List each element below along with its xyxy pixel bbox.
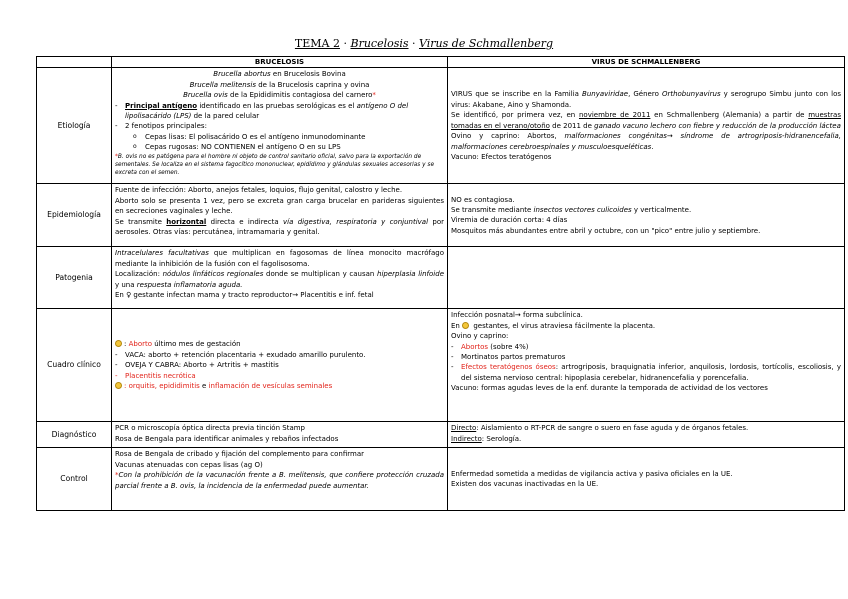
text: de la Epididimitis contagiosa del carnero bbox=[227, 91, 373, 100]
schmallenberg-etiologia bbox=[448, 68, 845, 184]
male-icon bbox=[115, 382, 122, 389]
text: (sobre 4%) bbox=[488, 342, 529, 351]
text: Directo bbox=[451, 424, 477, 433]
asterisk: * bbox=[115, 471, 119, 480]
row-cuadro-clinico bbox=[37, 309, 845, 422]
row-label-cuadro-clinico: Cuadro clínico bbox=[37, 309, 112, 422]
text: de la Brucelosis caprina y ovina bbox=[255, 80, 370, 89]
text: Aborto bbox=[128, 340, 153, 349]
text: que multiplican en fagosomas de línea monocito macrófago mediante la inhibición de la fusión con el fagolisosoma. bbox=[115, 249, 445, 268]
schmallenberg-diagnostico bbox=[448, 422, 845, 448]
row-label-patogenia: Patogenia bbox=[37, 247, 112, 309]
row-label-control: Control bbox=[37, 448, 112, 511]
text: gestantes, el virus atraviesa fácilmente la placenta. bbox=[471, 321, 656, 330]
text: y verticalmente. bbox=[631, 206, 692, 214]
text: . bbox=[651, 142, 654, 151]
schmallenberg-epidemiologia bbox=[448, 184, 845, 247]
text: donde se multiplican y causan bbox=[263, 270, 378, 279]
title-brucelosis: Brucelosis bbox=[350, 37, 409, 50]
text: Enfermedad sometida a medidas de vigilancia activa y pasiva oficiales en la UE. bbox=[451, 470, 733, 478]
header-brucelosis: BRUCELOSIS bbox=[112, 57, 448, 68]
list-item: o Cepas rugosas: NO CONTIENEN el antígeno O en su LPS bbox=[115, 142, 444, 152]
brucelosis-etiologia bbox=[112, 68, 448, 184]
note-text: B. ovis no es patógena para el hombre ni objeto de control sanitario oficial, salvo para la exportación de sementales. Se localiza en el sistema fagocítico mononuclear, epidídimo y glándulas sexuales accesorias y se excreta con el semen. bbox=[115, 153, 435, 177]
text: último mes de gestación bbox=[152, 340, 241, 349]
title-separator: · bbox=[412, 37, 416, 50]
text: horizontal bbox=[166, 217, 207, 226]
row-patogenia bbox=[37, 247, 845, 309]
text: NO es contagiosa. bbox=[451, 195, 515, 204]
text: Intracelulares facultativas bbox=[115, 249, 209, 258]
schmallenberg-control bbox=[448, 448, 845, 511]
text: noviembre de 2011 bbox=[578, 111, 651, 120]
text: en Brucelosis Bovina bbox=[270, 70, 346, 79]
row-control bbox=[37, 448, 845, 511]
text: vía digestiva, respiratoria y conjuntival bbox=[282, 217, 429, 226]
list-item: o Cepas lisas: El polisacárido O es el antígeno inmunodominante bbox=[115, 132, 444, 142]
title-prefix: TEMA 2 bbox=[294, 37, 340, 50]
text: : Aislamiento o RT-PCR de sangre o suero en fase aguda y de órganos fetales. bbox=[476, 424, 749, 433]
text: Vacuno: Efectos teratógenos bbox=[451, 152, 552, 161]
text: Se identificó, por primera vez, en bbox=[451, 111, 579, 120]
asterisk: * bbox=[372, 91, 376, 100]
text: Ovino y caprino: Abortos, bbox=[451, 132, 565, 141]
row-epidemiologia bbox=[37, 184, 845, 247]
species-abortus: Brucella abortus bbox=[213, 70, 271, 79]
text: Vacuno: formas agudas leves de la enf. durante la temporada de actividad de los vectores bbox=[451, 384, 768, 393]
text: Con la prohibición de la vacunación frente a B. melitensis, que confiere protección cruzada parcial frente a B. ovis, la incidencia de la enfermedad puede aumentar. bbox=[115, 471, 444, 490]
text: Aborto solo se presenta 1 vez, pero se excreta gran carga brucelar en parideras siguientes en secreciones vaginales y leche. bbox=[115, 196, 444, 216]
title-schmallenberg: Virus de Schmallenberg bbox=[419, 37, 554, 50]
text: Rosa de Bengala para identificar animales y rebaños infectados bbox=[115, 434, 339, 443]
text: Abortos bbox=[461, 342, 489, 351]
text: Fuente de infección: Aborto, anejos fetales, loquios, flujo genital, calostro y leche. bbox=[115, 186, 403, 195]
text: Viremia de duración corta: 4 días bbox=[451, 216, 568, 225]
text: por aerosoles. Otras vías: percutánea, intramamaria y genital. bbox=[115, 217, 445, 237]
text: Existen dos vacunas inactivadas en la UE. bbox=[451, 480, 599, 489]
brucelosis-epidemiologia bbox=[112, 184, 448, 247]
text: : artrogriposis, braquignatia inferior, anquilosis, lordosis, tortícolis, escoliosis, y del sistema nervioso central: hipoplasia cerebelar, hidranencefalia y porencefalia. bbox=[461, 363, 842, 382]
list-item: - VACA: aborto + retención placentaria + exudado amarillo purulento. bbox=[115, 350, 444, 360]
asterisk: * bbox=[115, 153, 118, 160]
text: de la pared celular bbox=[191, 112, 260, 121]
text: Infección posnatal→ forma subclínica. bbox=[451, 311, 583, 320]
text: : Serología. bbox=[481, 434, 522, 443]
text: muestras tomadas en el verano/otoño bbox=[451, 111, 841, 130]
list-item: - 2 fenotipos principales: bbox=[115, 121, 444, 131]
text: Orthobunyavirus bbox=[661, 90, 721, 99]
list-item: - Mortinatos partos prematuros bbox=[451, 352, 841, 362]
text: : orquitis, epididimitis bbox=[124, 382, 200, 391]
list-item: - OVEJA Y CABRA: Aborto + Artritis + mastitis bbox=[115, 360, 444, 370]
text: Ovino y caprino: bbox=[451, 332, 509, 341]
text: inflamación de vesículas seminales bbox=[208, 382, 333, 391]
text: hiperplasia linfoide bbox=[377, 270, 444, 279]
comparison-table bbox=[36, 56, 845, 511]
row-etiologia bbox=[37, 68, 845, 184]
header-empty bbox=[37, 57, 112, 68]
row-label-epidemiologia: Epidemiología bbox=[37, 184, 112, 247]
text: Efectos teratógenos óseos bbox=[461, 363, 556, 372]
text: Principal antígeno bbox=[125, 101, 198, 110]
text: respuesta inflamatoria aguda. bbox=[136, 280, 243, 289]
brucelosis-patogenia bbox=[112, 247, 448, 309]
header-row bbox=[37, 57, 845, 68]
text: Se transmite mediante bbox=[451, 206, 534, 214]
text: de 2011 de bbox=[549, 121, 595, 130]
text: en Schmallenberg (Alemania) a partir de bbox=[650, 111, 809, 120]
text: nódulos linfáticos regionales bbox=[162, 270, 264, 279]
text: Mosquitos más abundantes entre abril y octubre, con un "pico" entre julio y septiembre. bbox=[451, 226, 761, 235]
row-diagnostico bbox=[37, 422, 845, 448]
text: Indirecto bbox=[451, 434, 482, 443]
header-schmallenberg: VIRUS DE SCHMALLENBERG bbox=[448, 57, 845, 68]
text: VIRUS bbox=[451, 90, 473, 99]
text: Localización: bbox=[115, 270, 163, 279]
row-label-etiologia: Etiología bbox=[37, 68, 112, 184]
brucelosis-control bbox=[112, 448, 448, 511]
text: y serogrupo Simbu junto con los virus: Akabane, Aino y Shamonda. bbox=[451, 90, 842, 109]
species-melitensis: Brucella melitensis bbox=[189, 80, 256, 89]
text: antígeno O del lipolisacárido (LPS) bbox=[125, 101, 409, 121]
text: que se inscribe en la Familia bbox=[472, 90, 583, 99]
text: En ♀ gestante infectan mama y tracto reproductor→ Placentitis e inf. fetal bbox=[115, 291, 374, 300]
text: ganado vacuno lechero con fiebre y reducción de la producción láctea bbox=[594, 121, 841, 130]
row-label-diagnostico: Diagnóstico bbox=[37, 422, 112, 448]
text: : bbox=[124, 340, 129, 349]
text: PCR o microscopía óptica directa previa tinción Stamp bbox=[115, 424, 305, 433]
title-separator: · bbox=[343, 37, 347, 50]
text: Vacunas atenuadas con cepas lisas (ag O) bbox=[115, 460, 263, 469]
species-ovis: Brucella ovis bbox=[183, 91, 228, 100]
female-icon bbox=[115, 340, 122, 347]
text: e bbox=[199, 382, 209, 391]
text: y una bbox=[115, 280, 137, 289]
text: En bbox=[451, 321, 463, 330]
text: malformaciones congénitas→ síndrome de artrogriposis-hidranencefalia, malformaciones cerebroespinales y musculoesqueléticas bbox=[451, 132, 841, 151]
text: , Género bbox=[628, 90, 662, 99]
schmallenberg-patogenia bbox=[448, 247, 845, 309]
list-item: - Placentitis necrótica bbox=[115, 371, 444, 381]
text: Bunyaviridae bbox=[582, 90, 629, 99]
text: identificado en las pruebas serológicas es el bbox=[197, 101, 357, 110]
schmallenberg-cuadro-clinico bbox=[448, 309, 845, 422]
text: insectos vectores culicoides bbox=[533, 206, 632, 214]
text: Rosa de Bengala de cribado y fijación del complemento para confirmar bbox=[115, 450, 365, 459]
female-icon bbox=[462, 322, 469, 329]
text: Se transmite bbox=[115, 217, 167, 226]
page-title bbox=[0, 37, 848, 50]
brucelosis-diagnostico bbox=[112, 422, 448, 448]
brucelosis-cuadro-clinico bbox=[112, 309, 448, 422]
text: directa e indirecta bbox=[206, 217, 283, 226]
